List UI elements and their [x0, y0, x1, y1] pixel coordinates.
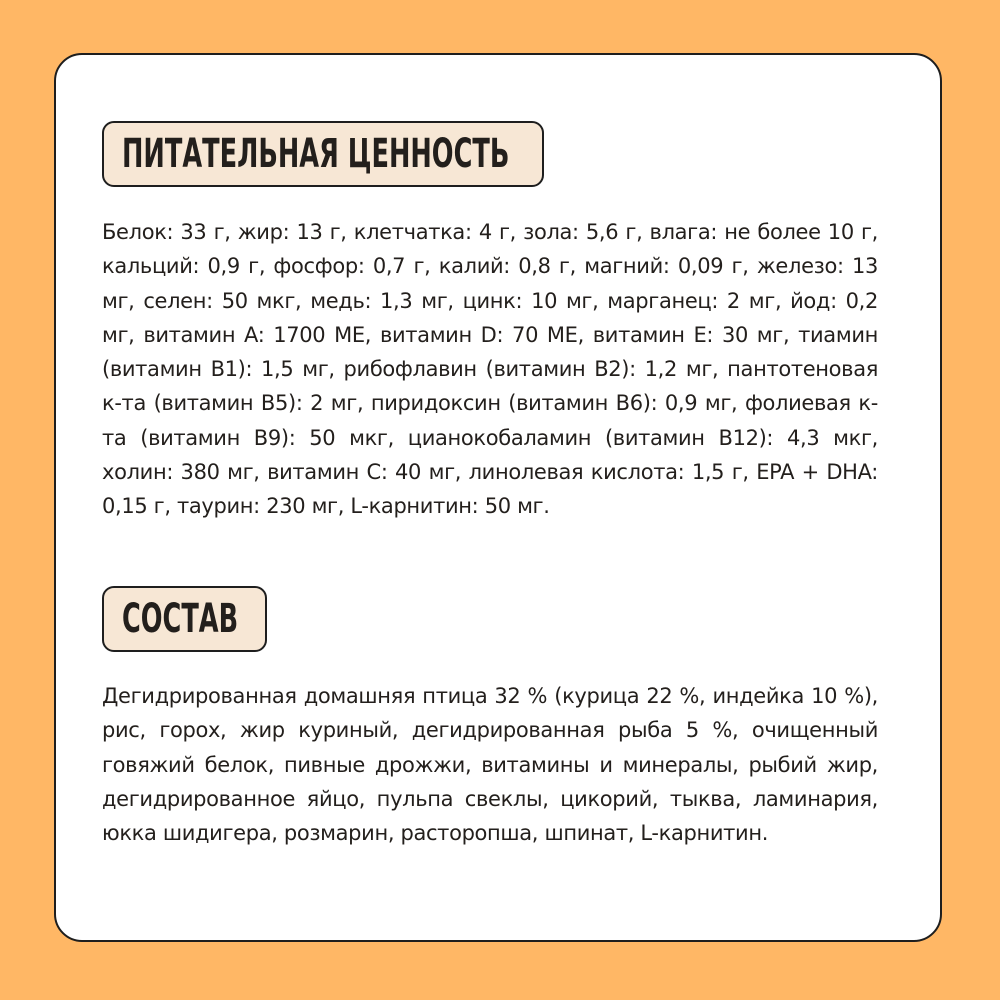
nutrition-heading: [102, 121, 544, 187]
info-card: [54, 53, 942, 942]
composition-heading-text: СОСТАВ: [122, 596, 239, 642]
composition-text: Дегидрированная домашняя птица 32 % (курица 22 %, индейка 10 %), рис, горох, жир куриный, дегидрированная рыба 5 %, очищенный говяжий белок, пивные дрожжи, витамины и минералы, рыбий жир, дегидрированное яйцо, пульпа свеклы, цикорий, тыква, ламинария, юкка шидигера, розмарин, расторопша, шпинат, L-карнитин.: [102, 684, 878, 846]
nutrition-heading-text: ПИТАТЕЛЬНАЯ ЦЕННОСТЬ: [122, 131, 510, 177]
nutrition-text: Белок: 33 г, жир: 13 г, клетчатка: 4 г, зола: 5,6 г, влага: не более 10 г, кальций: 0,9 г, фосфор: 0,7 г, калий: 0,8 г, магний: 0,09 г, железо: 13 мг, селен: 50 мкг, медь: 1,3 мг, цинк: 10 мг, марганец: 2 мг, йод: 0,2 мг, витамин A: 1700 МЕ, витамин D: 70 МЕ, витамин E: 30 мг, тиамин (витамин B1): 1,5 мг, рибофлавин (витамин B2): 1,2 мг, пантотеновая к-та (витамин B5): 2 мг, пиридоксин (витамин B6): 0,9 мг, фолиевая к-та (витамин B9): 50 мкг, цианокобаламин (витамин B12): 4,3 мкг, холин: 380 мг, витамин C: 40 мг, линолевая кислота: 1,5 г, EPA + DHA: 0,15 г, таурин: 230 мг, L-карнитин: 50 мг.: [102, 220, 878, 519]
composition-heading: [102, 586, 267, 652]
